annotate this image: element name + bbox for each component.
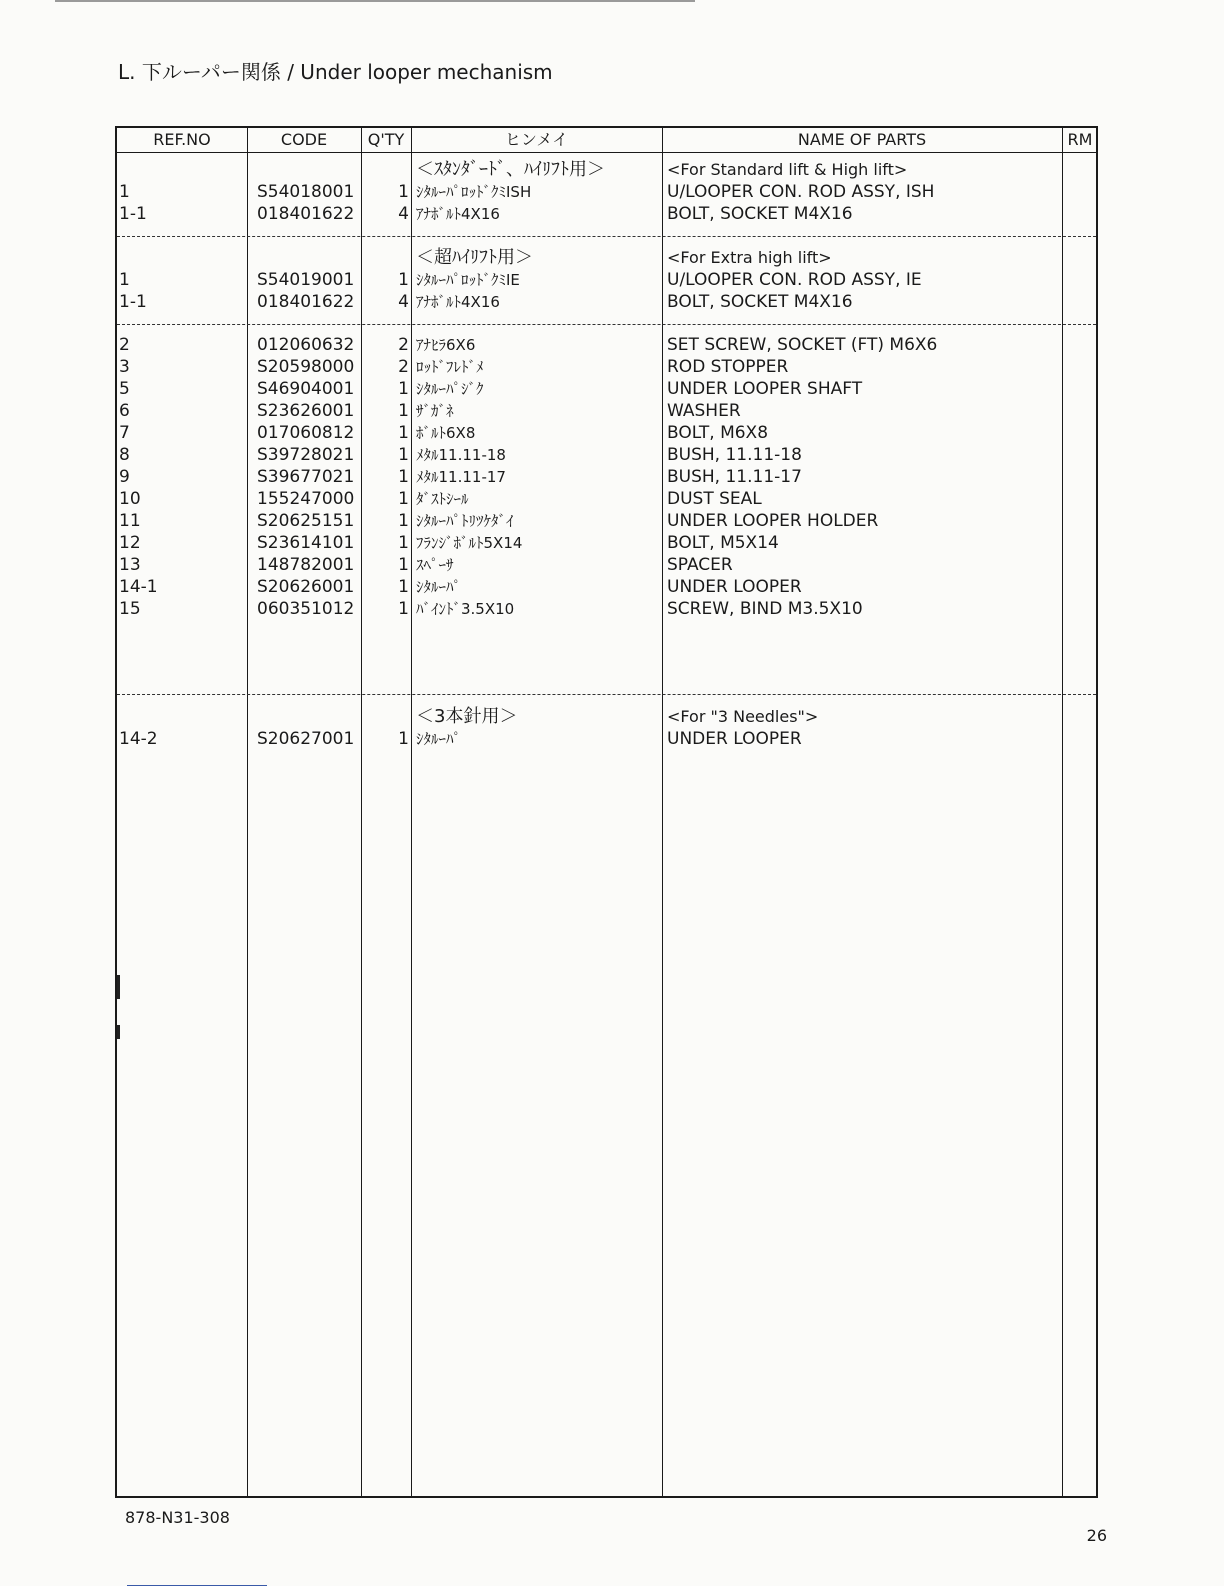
part-name: SCREW, BIND M3.5X10	[667, 599, 863, 619]
part-code: S20598000	[257, 357, 355, 377]
part-code: 155247000	[257, 489, 355, 509]
part-name: BOLT, M5X14	[667, 533, 779, 553]
part-name-jp: ﾊﾞｲﾝﾄﾞ3.5X10	[416, 600, 515, 618]
part-name: WASHER	[667, 401, 741, 421]
ref-no: 12	[119, 533, 141, 553]
part-name-jp: ﾛｯﾄﾞﾌﾚﾄﾞﾒ	[416, 358, 484, 376]
scan-top-rule	[55, 0, 695, 2]
header-rule	[117, 152, 1096, 153]
quantity: 1	[398, 182, 409, 202]
part-code: 017060812	[257, 423, 355, 443]
quantity: 1	[398, 577, 409, 597]
part-name-jp: ｱﾅﾎﾞﾙﾄ4X16	[416, 205, 500, 223]
table-row	[117, 400, 1096, 422]
group-row	[117, 706, 1096, 728]
quantity: 1	[398, 533, 409, 553]
header-hinmei: ヒンメイ	[504, 130, 569, 149]
quantity: 1	[398, 489, 409, 509]
table-row	[117, 356, 1096, 378]
part-code: S20626001	[257, 577, 355, 597]
ref-no: 1-1	[119, 292, 147, 312]
part-name-jp: ｼﾀﾙｰﾊﾟｼﾞｸ	[416, 380, 484, 398]
part-name-jp: ﾒﾀﾙ11.11-17	[416, 468, 506, 486]
table-row	[117, 532, 1096, 554]
quantity: 2	[398, 357, 409, 377]
table-row	[117, 554, 1096, 576]
ref-no: 10	[119, 489, 141, 509]
part-name: BOLT, M6X8	[667, 423, 769, 443]
part-code: 018401622	[257, 292, 355, 312]
table-row	[117, 510, 1096, 532]
part-name-jp: ｼﾀﾙｰﾊﾟ	[416, 578, 462, 596]
ref-no: 1	[119, 270, 130, 290]
section-divider	[117, 324, 1096, 325]
header-rm: RM	[1067, 130, 1093, 149]
ref-no: 3	[119, 357, 130, 377]
page-title: L. 下ルーパー関係 / Under looper mechanism	[118, 60, 553, 84]
header-name-of-parts: NAME OF PARTS	[797, 130, 927, 149]
part-name: UNDER LOOPER	[667, 729, 802, 749]
ref-no: 13	[119, 555, 141, 575]
table-row	[117, 488, 1096, 510]
ref-no: 9	[119, 467, 130, 487]
quantity: 1	[398, 379, 409, 399]
part-code: 018401622	[257, 204, 355, 224]
quantity: 4	[398, 292, 409, 312]
part-code: S46904001	[257, 379, 355, 399]
part-code: 012060632	[257, 335, 355, 355]
header-code: CODE	[280, 130, 328, 149]
table-row	[117, 203, 1096, 225]
quantity: 1	[398, 555, 409, 575]
header-ref-no: REF.NO	[153, 130, 211, 149]
section-divider	[117, 236, 1096, 237]
part-name-jp: ﾀﾞｽﾄｼｰﾙ	[416, 490, 469, 508]
header-qty: Q'TY	[367, 130, 405, 149]
part-name: U/LOOPER CON. ROD ASSY, ISH	[667, 182, 935, 202]
part-code: S39677021	[257, 467, 355, 487]
quantity: 1	[398, 423, 409, 443]
ref-no: 15	[119, 599, 141, 619]
quantity: 1	[398, 729, 409, 749]
parts-table	[115, 126, 1098, 1498]
ref-no: 1-1	[119, 204, 147, 224]
quantity: 1	[398, 270, 409, 290]
quantity: 1	[398, 445, 409, 465]
part-name-jp: ﾌﾗﾝｼﾞﾎﾞﾙﾄ5X14	[416, 534, 523, 552]
document-code: 878-N31-308	[125, 1508, 230, 1527]
part-code: S23626001	[257, 401, 355, 421]
group-label-en: <For "3 Needles">	[667, 707, 819, 726]
part-name-jp: ｼﾀﾙｰﾊﾟ	[416, 730, 462, 748]
part-name-jp: ｱﾅﾋﾗ6X6	[416, 336, 476, 354]
group-label-jp: ＜超ﾊｲﾘﾌﾄ用＞	[416, 247, 533, 268]
quantity: 1	[398, 401, 409, 421]
part-code: 060351012	[257, 599, 355, 619]
part-name: U/LOOPER CON. ROD ASSY, IE	[667, 270, 922, 290]
scan-margin-mark	[117, 1025, 120, 1039]
ref-no: 8	[119, 445, 130, 465]
part-name-jp: ｼﾀﾙｰﾊﾟﾄﾘﾂｹﾀﾞｲ	[416, 512, 514, 530]
group-label-en: <For Extra high lift>	[667, 248, 832, 267]
part-name-jp: ﾒﾀﾙ11.11-18	[416, 446, 506, 464]
scan-margin-mark	[117, 975, 120, 999]
table-row	[117, 598, 1096, 620]
group-label-jp: ＜3本針用＞	[416, 706, 518, 727]
quantity: 4	[398, 204, 409, 224]
ref-no: 14-1	[119, 577, 158, 597]
part-name: UNDER LOOPER HOLDER	[667, 511, 879, 531]
group-label-en: <For Standard lift & High lift>	[667, 160, 908, 179]
part-name: BOLT, SOCKET M4X16	[667, 292, 853, 312]
part-code: S20625151	[257, 511, 355, 531]
group-label-jp: ＜ｽﾀﾝﾀﾞｰﾄﾞ、ﾊｲﾘﾌﾄ用＞	[416, 159, 605, 180]
part-name: UNDER LOOPER SHAFT	[667, 379, 863, 399]
part-name: BUSH, 11.11-17	[667, 467, 802, 487]
part-name: BOLT, SOCKET M4X16	[667, 204, 853, 224]
group-row	[117, 247, 1096, 269]
group-row	[117, 159, 1096, 181]
quantity: 1	[398, 599, 409, 619]
table-row	[117, 576, 1096, 598]
ref-no: 6	[119, 401, 130, 421]
quantity: 2	[398, 335, 409, 355]
table-row	[117, 291, 1096, 313]
part-code: 148782001	[257, 555, 355, 575]
part-name: SET SCREW, SOCKET (FT) M6X6	[667, 335, 938, 355]
ref-no: 7	[119, 423, 130, 443]
part-code: S54018001	[257, 182, 355, 202]
table-row	[117, 181, 1096, 203]
table-row	[117, 444, 1096, 466]
ref-no: 1	[119, 182, 130, 202]
ref-no: 11	[119, 511, 141, 531]
table-row	[117, 334, 1096, 356]
table-row	[117, 466, 1096, 488]
ref-no: 14-2	[119, 729, 158, 749]
table-row	[117, 378, 1096, 400]
table-row	[117, 269, 1096, 291]
part-name-jp: ｽﾍﾟｰｻ	[416, 556, 454, 574]
part-code: S39728021	[257, 445, 355, 465]
table-row	[117, 728, 1096, 750]
part-name: DUST SEAL	[667, 489, 762, 509]
part-name: ROD STOPPER	[667, 357, 789, 377]
part-name: UNDER LOOPER	[667, 577, 802, 597]
part-code: S23614101	[257, 533, 355, 553]
part-code: S20627001	[257, 729, 355, 749]
table-row	[117, 422, 1096, 444]
part-name-jp: ｱﾅﾎﾞﾙﾄ4X16	[416, 293, 500, 311]
ref-no: 5	[119, 379, 130, 399]
part-name-jp: ｻﾞｶﾞﾈ	[416, 402, 454, 420]
part-name-jp: ｼﾀﾙｰﾊﾟﾛｯﾄﾞｸﾐIE	[416, 271, 520, 289]
quantity: 1	[398, 511, 409, 531]
part-name-jp: ﾎﾞﾙﾄ6X8	[416, 424, 476, 442]
part-name-jp: ｼﾀﾙｰﾊﾟﾛｯﾄﾞｸﾐISH	[416, 183, 532, 201]
part-name: BUSH, 11.11-18	[667, 445, 802, 465]
ref-no: 2	[119, 335, 130, 355]
section-divider	[117, 694, 1096, 695]
page-number: 26	[1086, 1526, 1107, 1545]
part-code: S54019001	[257, 270, 355, 290]
quantity: 1	[398, 467, 409, 487]
part-name: SPACER	[667, 555, 733, 575]
